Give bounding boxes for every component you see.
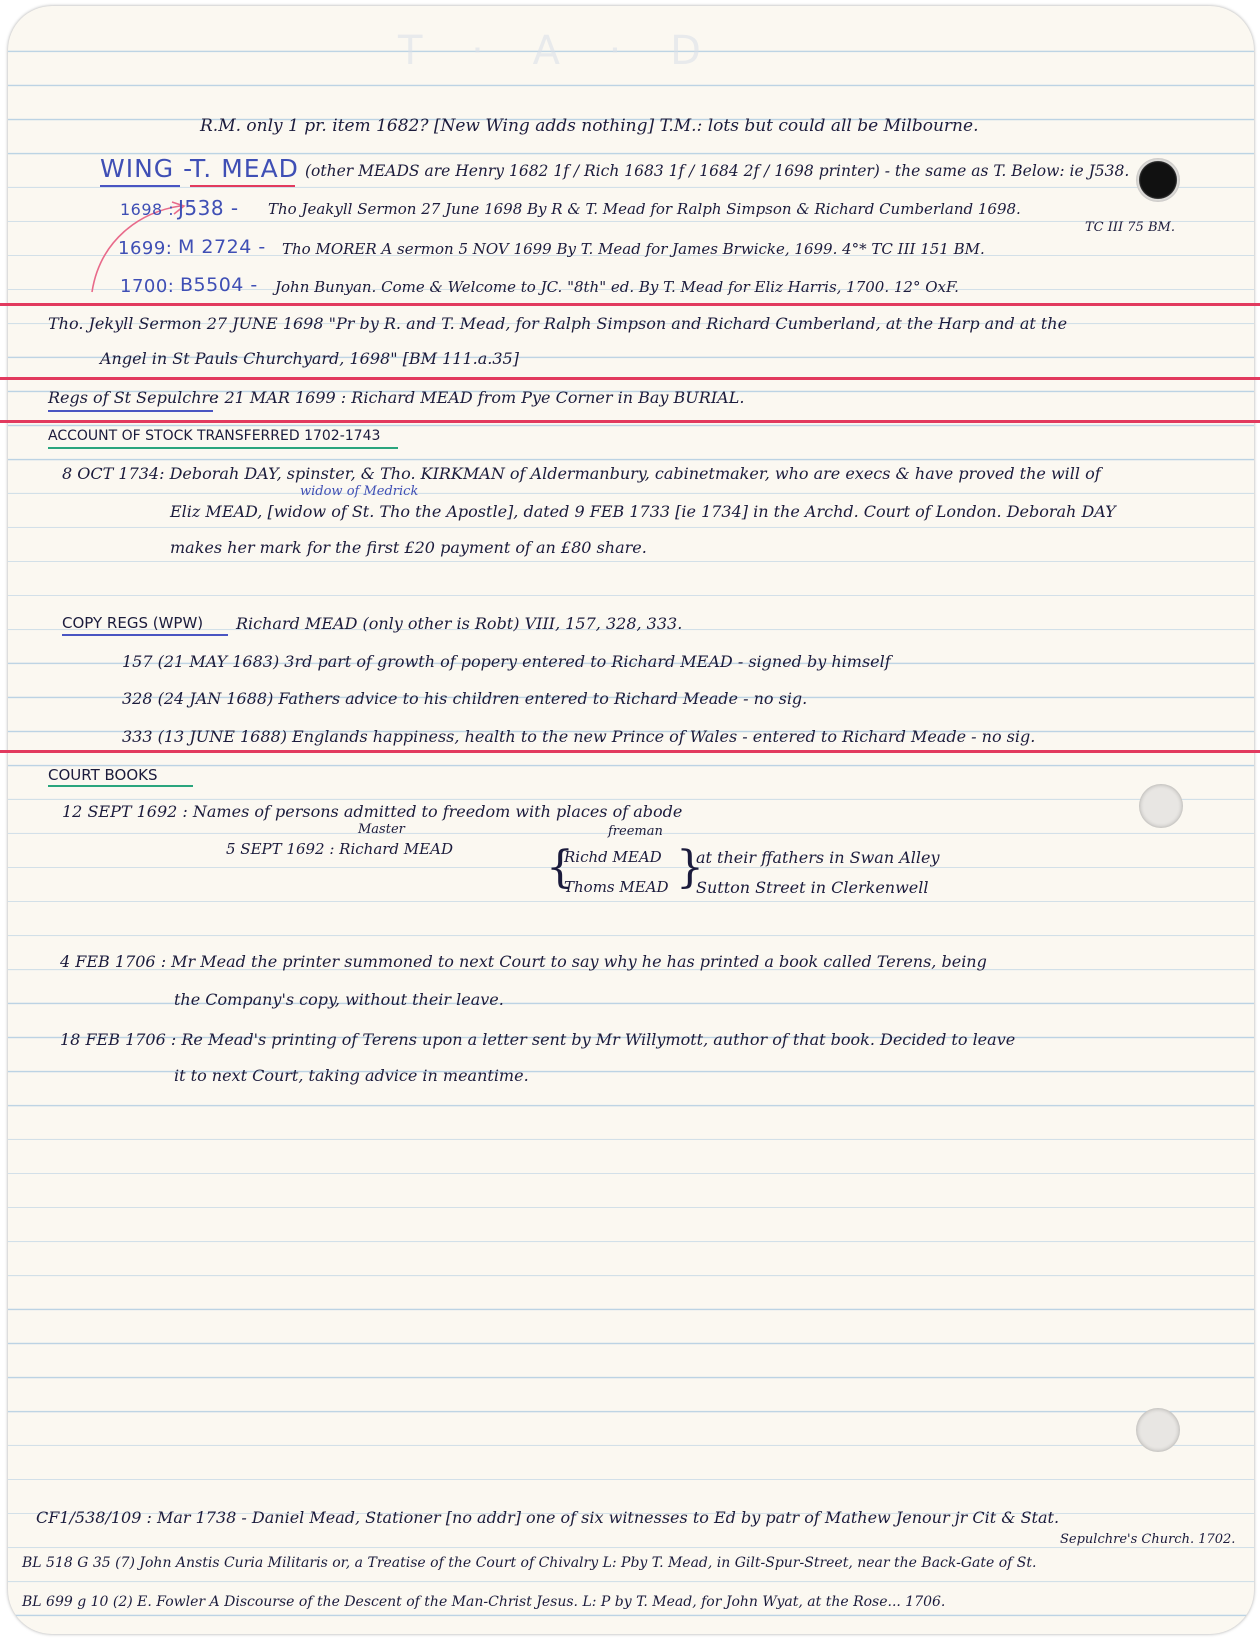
entry-text-1700: John Bunyan. Come & Welcome to JC. "8th" ed. By T. Mead for Eliz Harris, 1700. 12° OxF. [275,278,959,296]
divider-3 [0,420,1260,423]
footer-bl699: BL 699 g 10 (2) E. Fowler A Discourse of the Descent of the Man-Christ Jesus. L: P by T. Mead, for John Wyat, at the Rose... 1706. [22,1594,946,1610]
copy-regs-item-157: 157 (21 MAY 1683) 3rd part of growth of popery entered to Richard MEAD - signed by himself [122,652,891,671]
court-line-2: 5 SEPT 1692 : Richard MEAD [226,840,453,858]
account-heading: ACCOUNT OF STOCK TRANSFERRED 1702-1743 [48,428,381,444]
entry-text-1699: Tho MORER A sermon 5 NOV 1699 By T. Mead for James Brwicke, 1699. 4°* TC III 151 BM. [282,240,985,258]
court-richd: Richd MEAD [564,848,662,866]
divider-4 [0,750,1260,753]
divider-2 [0,377,1260,380]
entry-ref-b5504: B5504 - [180,274,258,296]
entry-text-1698: Tho Jeakyll Sermon 27 June 1698 By R & T. Mead for Ralph Simpson & Richard Cumberland 1698. [268,200,1021,218]
rm-note: R.M. only 1 pr. item 1682? [New Wing adds nothing] T.M.: lots but could all be Milbourne. [200,116,979,136]
tc-note: TC III 75 BM. [1085,220,1175,235]
tmead-underline [190,185,295,187]
account-insert: widow of Medrick [300,484,419,499]
entry-ref-m2724: M 2724 - [178,236,266,258]
footer-cf: CF1/538/109 : Mar 1738 - Daniel Mead, Stationer [no addr] one of six witnesses to Ed by patr of Mathew Jenour jr Cit & Stat. [36,1508,1060,1527]
court-line-1: 12 SEPT 1692 : Names of persons admitted to freedom with places of abode [62,802,683,821]
copy-regs-item-333: 333 (13 JUNE 1688) Englands happiness, health to the new Prince of Wales - entered to Richard Meade - no sig. [122,727,1036,746]
entry-ref-j538: J538 - [178,196,239,220]
jekyll-line-1: Tho. Jekyll Sermon 27 JUNE 1698 "Pr by R. and T. Mead, for Ralph Simpson and Richard Cumberland, at the Harp and at the [48,314,1068,333]
regs-underline [48,410,213,412]
wing-tmead: T. MEAD [190,154,299,183]
copy-regs-underline [62,634,228,636]
court-brace: { [546,842,574,893]
footer-sepulchre-note: Sepulchre's Church. 1702. [1060,1532,1236,1547]
copy-regs-heading: COPY REGS (WPW) [62,614,204,632]
court-heading: COURT BOOKS [48,766,158,784]
court-feb18-b: it to next Court, taking advice in meantime. [174,1066,529,1085]
court-abode-1: at their ffathers in Swan Alley [696,848,940,867]
court-master: Master [358,822,405,837]
court-thoms: Thoms MEAD [564,878,669,896]
punch-hole-bottom [1136,1408,1180,1452]
account-line-1: 8 OCT 1734: Deborah DAY, spinster, & Tho. KIRKMAN of Aldermanbury, cabinetmaker, who are execs & have proved the will of [62,464,1101,483]
court-freeman: freeman [608,824,663,839]
court-feb4-b: the Company's copy, without their leave. [174,990,504,1009]
court-feb18-a: 18 FEB 1706 : Re Mead's printing of Terens upon a letter sent by Mr Willymott, author of that book. Decided to leave [60,1030,1016,1049]
wing-underline [100,185,180,187]
regs-text: : 21 MAR 1699 : Richard MEAD from Pye Corner in Bay BURIAL. [214,388,745,407]
punch-hole-middle [1139,784,1183,828]
account-line-2: Eliz MEAD, [widow of St. Tho the Apostle], dated 9 FEB 1733 [ie 1734] in the Archd. Court of London. Deborah DAY [170,502,1116,521]
copy-regs-intro: Richard MEAD (only other is Robt) VIII, 157, 328, 333. [236,614,683,633]
entry-year-1698: 1698 : [120,200,175,219]
court-feb4-a: 4 FEB 1706 : Mr Mead the printer summoned to next Court to say why he has printed a book called Terens, being [60,952,987,971]
copy-regs-item-328: 328 (24 JAN 1688) Fathers advice to his children entered to Richard Meade - no sig. [122,689,808,708]
court-underline [48,785,193,787]
wing-rest: (other MEADS are Henry 1682 1f / Rich 1683 1f / 1684 2f / 1698 printer) - the same as T. Below: ie J538. [305,162,1130,180]
jekyll-line-2: Angel in St Pauls Churchyard, 1698" [BM 111.a.35] [100,349,519,368]
court-brace-right: } [676,842,704,893]
entry-year-1699: 1699: [118,238,173,259]
footer-bl518: BL 518 G 35 (7) John Anstis Curia Militaris or, a Treatise of the Court of Chivalry L: Pby T. Mead, in Gilt-Spur-Street, near the Back-Gate of St. [22,1555,1037,1571]
divider-1 [0,303,1260,306]
regs-label: Regs of St Sepulchre [48,388,219,407]
account-underline [48,447,398,449]
punch-hole-top [1136,158,1180,202]
account-line-3: makes her mark for the first £20 payment of an £80 share. [170,538,647,557]
faint-letterhead: T · A · D [398,28,719,74]
court-abode-2: Sutton Street in Clerkenwell [696,878,929,897]
entry-year-1700: 1700: [120,276,175,297]
wing-label: WING - [100,154,194,183]
